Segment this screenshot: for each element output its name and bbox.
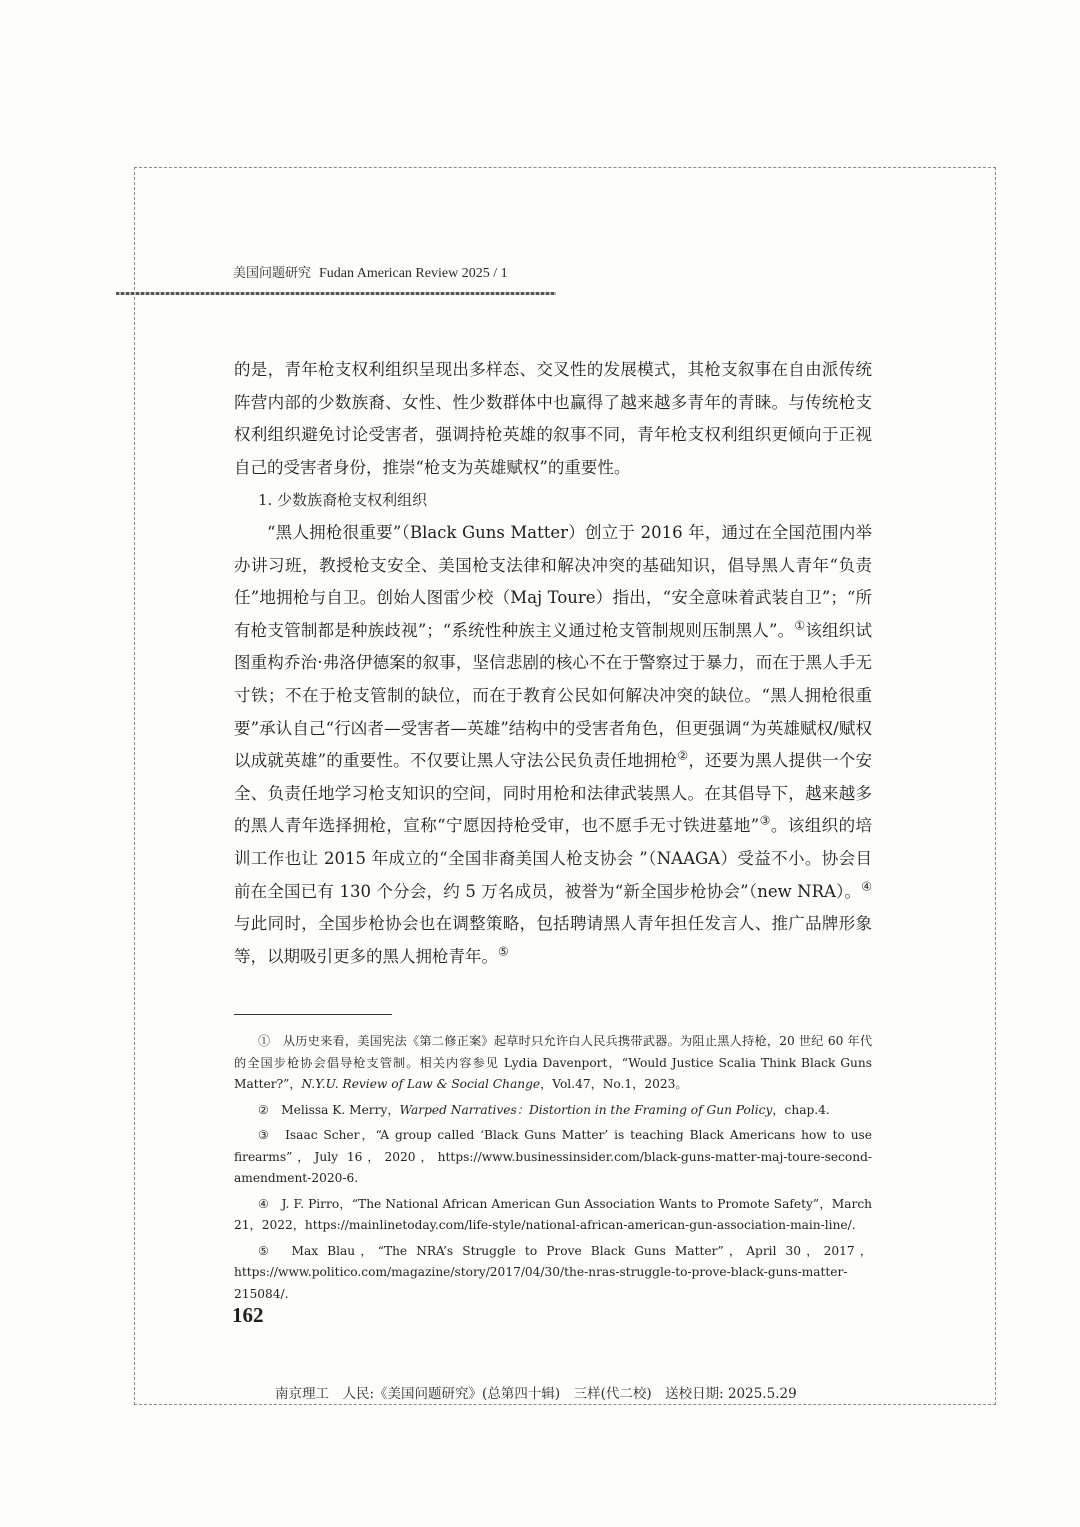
footnote-journal-title: N.Y.U. Review of Law & Social Change [301, 1077, 541, 1091]
footnote-text: Melissa K. Merry， [281, 1102, 400, 1117]
paragraph [234, 517, 872, 973]
footnote-number: ⑤ [258, 1243, 275, 1258]
paragraph-text: 。该组织的培训工作也让 2015 年成立的“全国非裔美国人枪支协会 ”（NAAGA）受益不小。协会目前在全国已有 130 个分会，约 5 万名成员，被誉为“新全国步枪协会”（new NRA）。 [234, 816, 872, 901]
paragraph-text: ，还要为黑人提供一个安全、负责任地学习枪支知识的空间，同时用枪和法律武装黑人。在其倡导下，越来越多的黑人青年选择拥枪，宣称“宁愿因持枪受审，也不愿手无寸铁进墓地” [234, 751, 873, 836]
footnote-text: 从历史来看，美国宪法《第二修正案》起草时只允许白人民兵携带武器。为阻止黑人持枪，20 世纪 60 年代的全国步枪协会倡导枪支管制。相关内容参见 Lydia Davenport，“Would Justice Scalia Think Black Guns Matter?”， [234, 1034, 873, 1091]
footnote-book-title: Warped Narratives：Distortion in the Framing of Gun Policy [399, 1102, 773, 1117]
footnote-marker: ⑤ [498, 944, 509, 959]
footnote [234, 1241, 872, 1306]
footnote-number: ① [258, 1034, 271, 1048]
footnote-text: ，chap.4. [772, 1102, 830, 1117]
footnote-text: Max Blau，“The NRA’s Struggle to Prove Black Guns Matter”，April 30，2017，https://www.politico.com/magazine/story/2017/04/30/the-nras-struggle-to-prove-black-guns-matter-215084/. [234, 1243, 872, 1301]
footnote-number: ② [258, 1102, 269, 1117]
header-rule [116, 292, 556, 295]
main-text [234, 354, 872, 973]
proof-imprint: 南京理工 人民:《美国问题研究》(总第四十辑) 三样(代二校) 送校日期: 2025.5.29 [275, 1386, 797, 1402]
paragraph-text: “黑人拥枪很重要”（Black Guns Matter）创立于 2016 年，通过在全国范围内举办讲习班，教授枪支安全、美国枪支法律和解决冲突的基础知识，倡导黑人青年“负责任”地拥枪与自卫。创始人图雷少校（Maj Toure）指出，“安全意味着武装自卫”；“所有枪支管制都是种族歧视”；“系统性种族主义通过枪支管制规则压制黑人”。 [234, 522, 872, 640]
running-head [233, 262, 508, 282]
footnote [234, 1031, 872, 1096]
footnote [234, 1194, 872, 1237]
footnote-marker: ③ [759, 813, 771, 828]
footnote-marker: ② [677, 748, 689, 763]
paragraph-text: 与此同时，全国步枪协会也在调整策略，包括聘请黑人青年担任发言人、推广品牌形象等，以期吸引更多的黑人拥枪青年。 [234, 914, 872, 966]
footnote-rule [234, 1014, 392, 1015]
footnote-text: Isaac Scher，“A group called ‘Black Guns Matter’ is teaching Black Americans how to use firearms”，July 16，2020，https://www.businessinsider.com/black-guns-matter-maj-toure-second-amendment-2020-6. [234, 1128, 873, 1185]
footnote-marker: ④ [861, 879, 872, 893]
footnote [234, 1100, 872, 1122]
page-number: 162 [232, 1303, 264, 1327]
footnotes [234, 1031, 872, 1309]
footnote [234, 1125, 872, 1190]
footnote-marker: ① [794, 618, 806, 633]
paragraph-text: 该组织试图重构乔治·弗洛伊德案的叙事，坚信悲剧的核心不在于警察过于暴力，而在于黑人手无寸铁；不在于枪支管制的缺位，而在于教育公民如何解决冲突的缺位。“黑人拥枪很重要”承认自己“行凶者—受害者—英雄”结构中的受害者角色，但更强调“为英雄赋权/赋权以成就英雄”的重要性。不仅要让黑人守法公民负责任地拥枪 [234, 620, 873, 771]
footnote-number: ③ [258, 1128, 271, 1142]
footnote-text: J. F. Pirro，“The National African American Gun Association Wants to Promote Safety”，March 21，2022，https://mainlinetoday.com/life-style/national-african-american-gun-association-main-line/. [234, 1196, 872, 1232]
footnote-number: ④ [258, 1196, 270, 1211]
journal-title-en: Fudan American Review 2025 / 1 [319, 266, 508, 281]
paragraph: 的是，青年枪支权利组织呈现出多样态、交叉性的发展模式，其枪支叙事在自由派传统阵营内部的少数族裔、女性、性少数群体中也赢得了越来越多青年的青睐。与传统枪支权利组织避免讨论受害者，强调持枪英雄的叙事不同，青年枪支权利组织更倾向于正视自己的受害者身份，推崇“枪支为英雄赋权”的重要性。 [234, 360, 872, 477]
footnote-text: ，Vol.47，No.1，2023。 [540, 1077, 688, 1091]
section-heading: 1. 少数族裔枪支权利组织 [258, 491, 428, 510]
journal-title-cn: 美国问题研究 [233, 266, 312, 281]
